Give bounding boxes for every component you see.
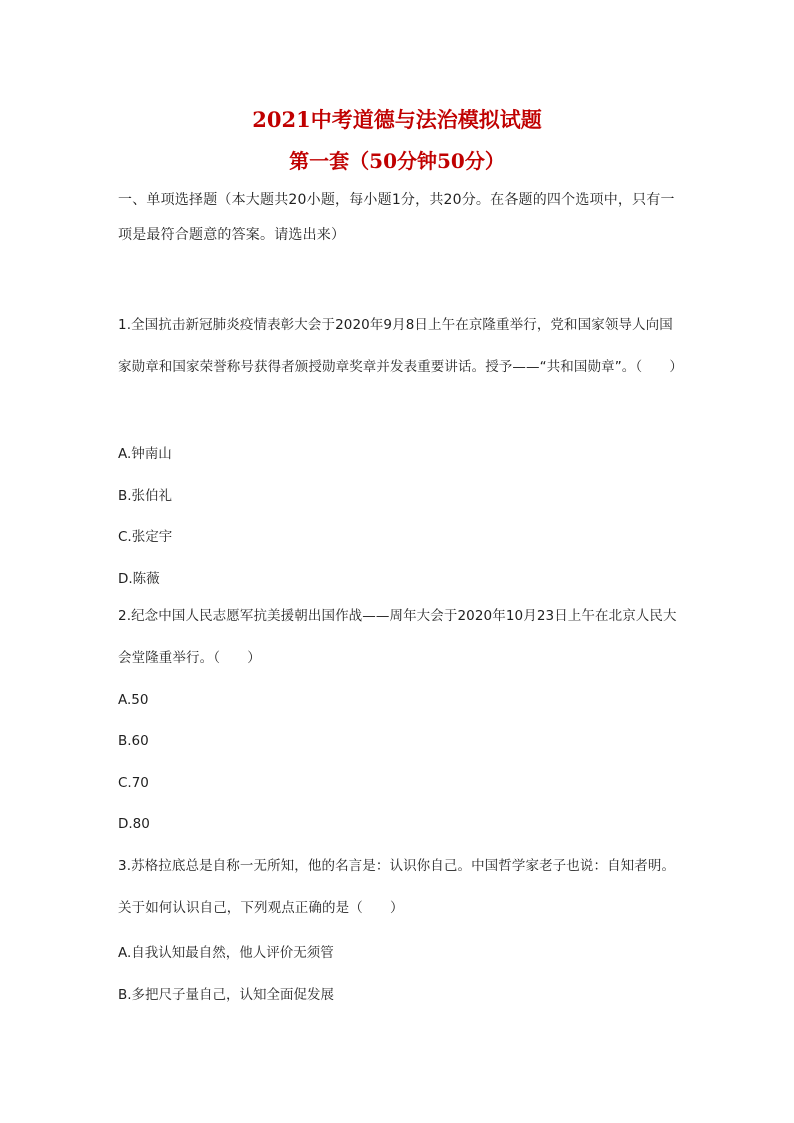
option-b: B.张伯礼 <box>118 488 173 504</box>
page-title: 2021中考道德与法治模拟试题 <box>252 107 542 132</box>
question-text: 1.全国抗击新冠肺炎疫情表彰大会于2020年9月8日上午在京隆重举行，党和国家领导人向国家勋章和国家荣誉称号获得者颁授勋章奖章并发表重要讲话。授予——“共和国勋章”。（ ） <box>118 317 684 375</box>
question-text: 2.纪念中国人民志愿军抗美援朝出国作战——周年大会于2020年10月23日上午在北京人民大会堂隆重举行。（ ） <box>118 608 677 666</box>
option-d: D.80 <box>118 816 150 832</box>
option-b: B.60 <box>118 733 149 749</box>
option-a: A.50 <box>118 692 149 708</box>
option-d: D.陈薇 <box>118 571 160 587</box>
option-b: B.多把尺子量自己，认知全面促发展 <box>118 987 335 1003</box>
question-text: 3.苏格拉底总是自称一无所知，他的名言是：认识你自己。中国哲学家老子也说：自知者明。关于如何认识自己，下列观点正确的是（ ） <box>118 858 676 916</box>
option-c: C.张定宇 <box>118 529 173 545</box>
page-subtitle: 第一套（50分钟50分） <box>289 149 505 173</box>
section-heading: 一、单项选择题（本大题共20小题，每小题1分，共20分。在各题的四个选项中，只有一项是最符合题意的答案。请选出来） <box>118 192 675 243</box>
option-a: A.钟南山 <box>118 446 172 462</box>
option-a: A.自我认知最自然，他人评价无须管 <box>118 945 334 961</box>
option-c: C.70 <box>118 775 149 791</box>
